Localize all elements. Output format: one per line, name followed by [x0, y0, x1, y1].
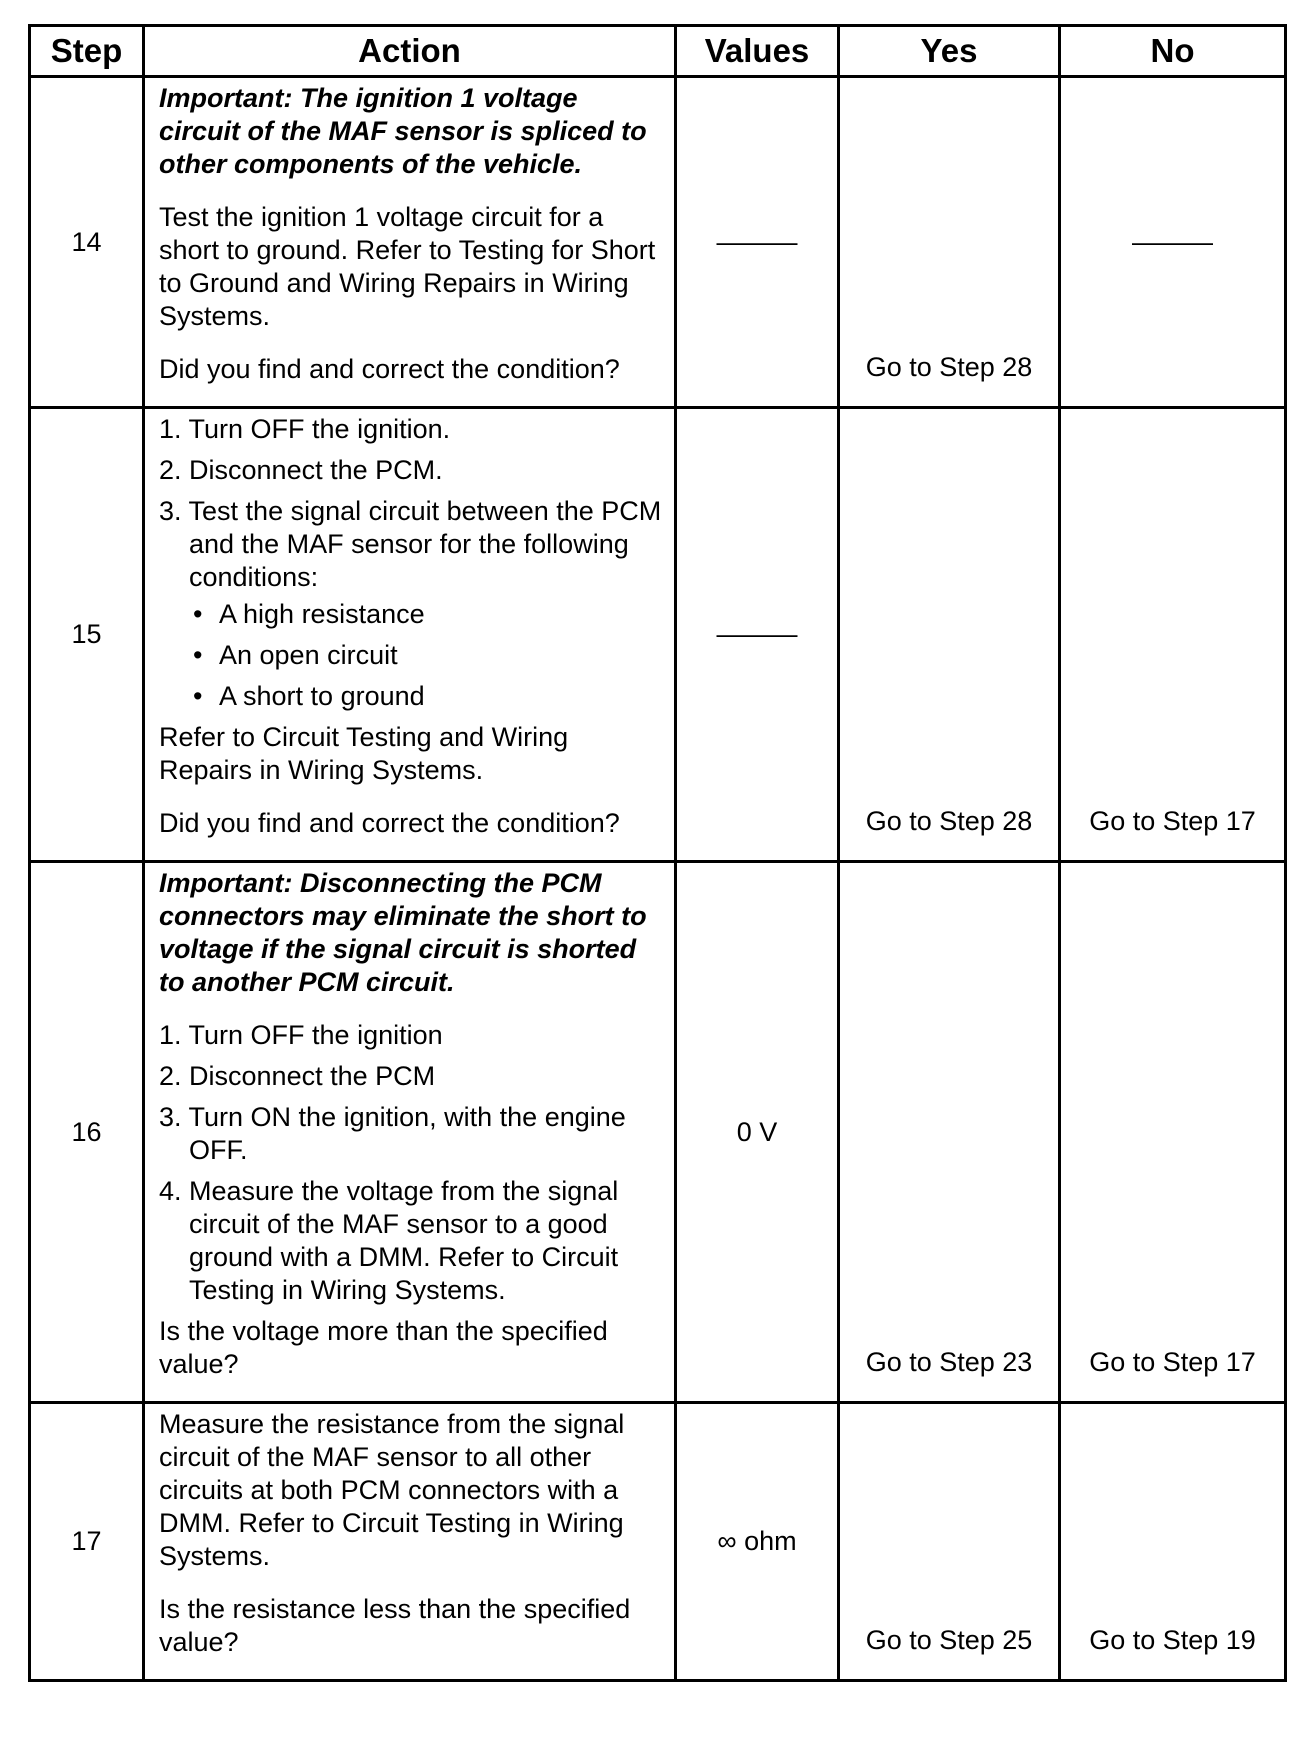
action-step: 2. Disconnect the PCM. [159, 455, 443, 485]
no-cell: Go to Step 17 [1060, 862, 1286, 1403]
condition-item [159, 598, 664, 631]
step-number: 15 [30, 408, 144, 862]
action-paragraph: Test the ignition 1 voltage circuit for a short to ground. Refer to Testing for Short to Ground and Wiring Repairs in Wiring Systems. [159, 202, 656, 331]
table-row-step-16 [30, 862, 1286, 1403]
value-cell: ∞ ohm [676, 1403, 839, 1681]
action-step: 1. Turn OFF the ignition. [159, 414, 451, 444]
value-text: ——— [716, 619, 798, 649]
yes-cell: Go to Step 28 [839, 408, 1060, 862]
header-step: Step [30, 26, 144, 77]
condition-text: An open circuit [219, 640, 398, 670]
table-row-step-14 [30, 77, 1286, 408]
diagnostic-table [28, 24, 1287, 1682]
value-cell [676, 408, 839, 862]
header-yes: Yes [839, 26, 1060, 77]
no-cell: Go to Step 17 [1060, 408, 1286, 862]
action-steps [159, 413, 664, 594]
condition-text: A high resistance [219, 599, 425, 629]
value-text: ——— [716, 226, 798, 257]
no-cell: Go to Step 19 [1060, 1403, 1286, 1681]
step-number: 16 [30, 862, 144, 1403]
action-step: 1. Turn OFF the ignition [159, 1020, 443, 1050]
action-cell [144, 862, 676, 1403]
header-row [30, 26, 1286, 77]
condition-item [159, 639, 664, 672]
step-number: 17 [30, 1403, 144, 1681]
table-row-step-17 [30, 1403, 1286, 1681]
header-no: No [1060, 26, 1286, 77]
action-step: 2. Disconnect the PCM [159, 1061, 436, 1091]
action-paragraph: Refer to Circuit Testing and Wiring Repairs in Wiring Systems. [159, 722, 569, 785]
header-action: Action [144, 26, 676, 77]
yes-cell: Go to Step 25 [839, 1403, 1060, 1681]
value-cell [676, 77, 839, 408]
action-cell [144, 77, 676, 408]
action-step: 4. Measure the voltage from the signal circuit of the MAF sensor to a good ground with a DMM. Refer to Circuit Testing in Wiring Systems. [159, 1176, 619, 1305]
yes-cell: Go to Step 23 [839, 862, 1060, 1403]
action-cell [144, 1403, 676, 1681]
no-cell [1060, 77, 1286, 408]
action-question: Is the resistance less than the specified value? [159, 1594, 631, 1657]
condition-list [159, 598, 664, 713]
bullet-glyph: • [193, 681, 203, 711]
action-question: Did you find and correct the condition? [159, 808, 620, 838]
action-question: Did you find and correct the condition? [159, 354, 620, 384]
action-paragraph: Measure the resistance from the signal circuit of the MAF sensor to all other circuits at both PCM connectors with a DMM. Refer to Circuit Testing in Wiring Systems. [159, 1409, 625, 1571]
yes-cell: Go to Step 28 [839, 77, 1060, 408]
table-row-step-15 [30, 408, 1286, 862]
action-step: 3. Test the signal circuit between the PCM and the MAF sensor for the following conditions: [159, 496, 662, 592]
no-text: ——— [1132, 226, 1213, 257]
action-steps [159, 1019, 664, 1307]
action-cell [144, 408, 676, 862]
action-question: Is the voltage more than the specified value? [159, 1316, 608, 1379]
bullet-glyph: • [193, 599, 203, 629]
step-number: 14 [30, 77, 144, 408]
action-step: 3. Turn ON the ignition, with the engine OFF. [159, 1102, 626, 1165]
important-note: Important: The ignition 1 voltage circuit of the MAF sensor is spliced to other components of the vehicle. [159, 83, 647, 179]
header-values: Values [676, 26, 839, 77]
bullet-glyph: • [193, 640, 203, 670]
diagnostic-table-document [28, 24, 1284, 1682]
important-note: Important: Disconnecting the PCM connectors may eliminate the short to voltage if the signal circuit is shorted to another PCM circuit. [159, 868, 647, 997]
condition-item [159, 680, 664, 713]
condition-text: A short to ground [219, 681, 425, 711]
value-cell: 0 V [676, 862, 839, 1403]
